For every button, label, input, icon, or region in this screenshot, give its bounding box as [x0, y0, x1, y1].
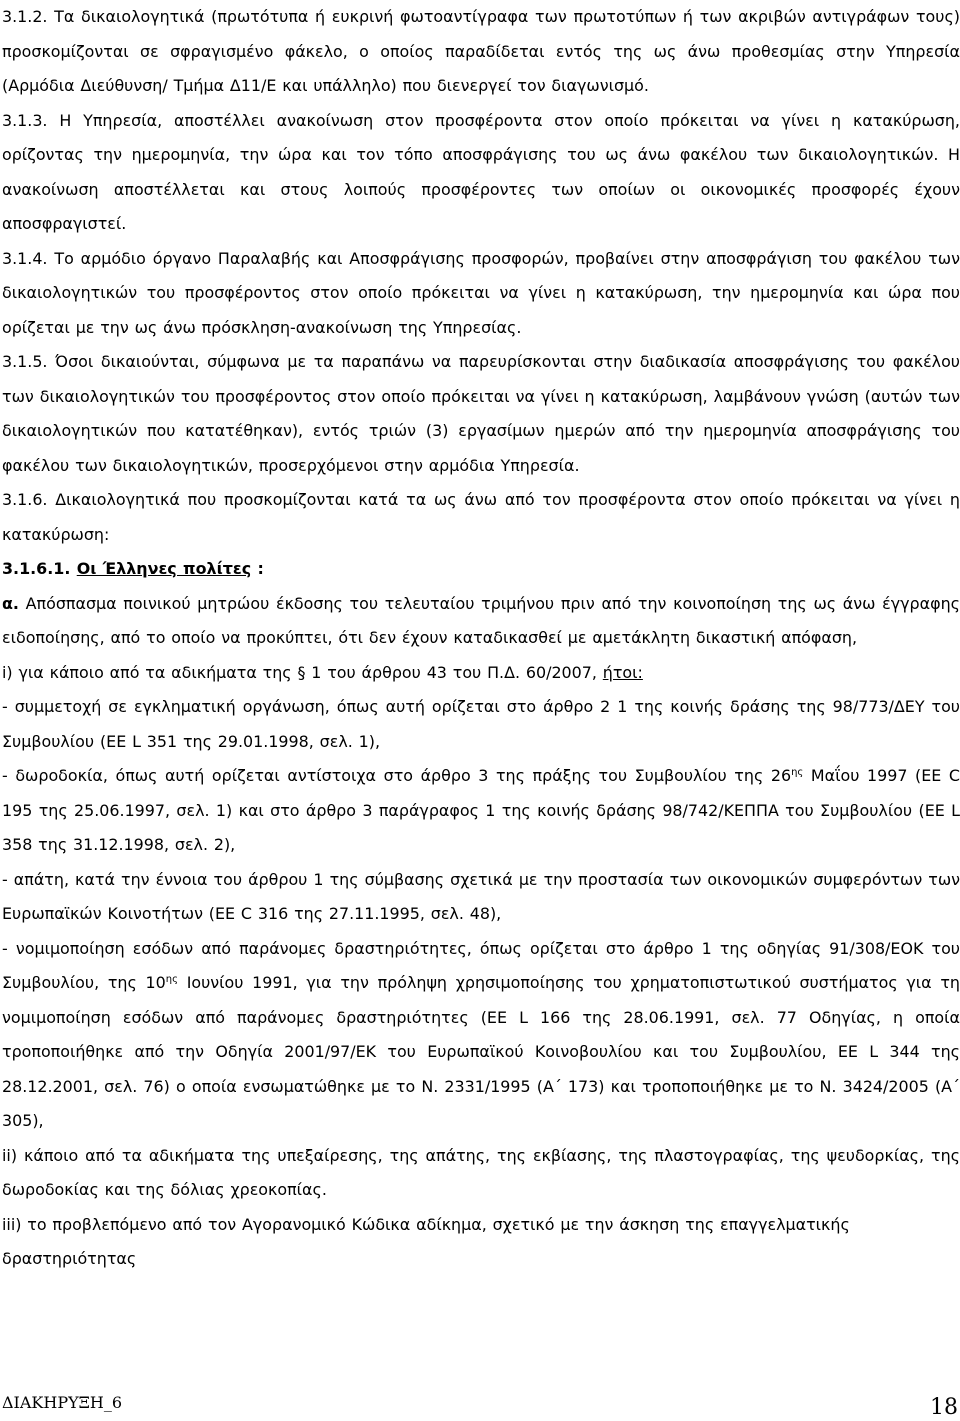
paragraph-3-1-3: 3.1.3. Η Υπηρεσία, αποστέλλει ανακοίνωση στον προσφέροντα στον οποίο πρόκειται να γίνει η κατακύρωση, ορίζοντας την ημερομηνία, την ώρα και τον τόπο αποσφράγισης του ως άνω φακέλου των δικαιολογητικών. Η ανακοίνωση αποστέλλεται και στους λοιπούς προσφέροντες των οποίων οι οικονομικές προσφορές έχουν αποσφραγιστεί.	[2, 110, 960, 233]
bullet-money-laundering	[2, 932, 960, 1139]
paragraph-3-1-2: 3.1.2. Τα δικαιολογητικά (πρωτότυπα ή ευκρινή φωτοαντίγραφα των πρωτοτύπων ή των ακριβών αντιγράφων τους) προσκομίζονται σε σφραγισμένο φάκελο, ο οποίος παραδίδεται εντός της ως άνω προθεσμίας στην Υπηρεσία (Αρμόδια Διεύθυνση/ Τμήμα Δ11/Ε και υπάλληλο) που διενεργεί τον διαγωνισμό.	[2, 7, 960, 95]
item-a-text: Απόσπασμα ποινικού μητρώου έκδοσης του τελευταίου τριμήνου πριν από την κοινοποίηση της ως άνω έγγραφης ειδοποίησης, από το οποίο να προκύπτει, ότι δεν έχουν καταδικασθεί με αμετάκλητη δικαστική απόφαση,	[2, 593, 960, 647]
paragraph-3-1-4: 3.1.4. Το αρμόδιο όργανο Παραλαβής και Αποσφράγισης προσφορών, προβαίνει στην αποσφράγιση του φακέλου των δικαιολογητικών του προσφέροντος στον οποίο πρόκειται να γίνει η κατακύρωση, την ημερομηνία και ώρα που ορίζεται με την ως άνω πρόσκληση-ανακοίνωση της Υπηρεσίας.	[2, 248, 960, 337]
item-ii: ii) κάποιο από τα αδικήματα της υπεξαίρεσης, της απάτης, της εκβίασης, της πλαστογραφίας, της ψευδορκίας, της δωροδοκίας και της δόλιας χρεοκοπίας.	[2, 1145, 960, 1199]
paragraph-3-1-5: 3.1.5. Όσοι δικαιούνται, σύμφωνα με τα παραπάνω να παρευρίσκονται στην διαδικασία αποσφράγισης του φακέλου των δικαιολογητικών του προσφέροντος στον οποίο πρόκειται να γίνει η κατακύρωση, λαμβάνουν γνώση (αυτών των δικαιολογητικών που κατατέθηκαν), εντός τριών (3) εργασίμων ημερών από την ημερομηνία αποσφράγισης του φακέλου των δικαιολογητικών, προσερχόμενοι στην αρμόδια Υπηρεσία.	[2, 352, 960, 475]
item-a-label: α.	[2, 593, 19, 613]
bullet-bribery-text-b: Μαΐου 1997 (ΕΕ C 195 της 25.06.1997, σελ. 1) και στο άρθρο 3 παράγραφος 1 της κοινής δράσης 98/742/ΚΕΠΠΑ του Συμβουλίου (ΕΕ L 358 της 31.12.1998, σελ. 2),	[2, 766, 960, 854]
item-i	[2, 656, 960, 691]
item-a	[2, 587, 960, 656]
item-iii: iii) το προβλεπόμενο από τον Αγορανομικό Κώδικα αδίκημα, σχετικό με την άσκηση της επαγγελματικής δραστηριότητας	[2, 1214, 850, 1268]
section-heading-number: 3.1.6.1.	[2, 559, 77, 578]
bullet-bribery-sup: ης	[791, 767, 804, 778]
page-number: 18	[930, 1395, 958, 1420]
bullet-bribery-text-a: - δωροδοκία, όπως αυτή ορίζεται αντίστοιχα στο άρθρο 3 της πράξης του Συμβουλίου της 26	[2, 766, 792, 785]
item-i-underlined: ήτοι:	[602, 662, 643, 682]
bullet-organized-crime: - συμμετοχή σε εγκληματική οργάνωση, όπως αυτή ορίζεται στο άρθρο 2 1 της κοινής δράσης της 98/773/ΔΕΥ του Συμβουλίου (ΕΕ L 351 της 29.01.1998, σελ. 1),	[2, 697, 960, 751]
section-heading-title: Οι Έλληνες πολίτες	[76, 559, 252, 578]
bullet-bribery	[2, 759, 960, 863]
bullet-money-laundering-sup: ης	[165, 974, 178, 985]
item-i-text: i) για κάποιο από τα αδικήματα της § 1 του άρθρου 43 του Π.Δ. 60/2007,	[2, 662, 603, 682]
section-heading-colon: :	[251, 559, 264, 578]
paragraph-3-1-6: 3.1.6. Δικαιολογητικά που προσκομίζονται κατά τα ως άνω από τον προσφέροντα στον οποίο πρόκειται να γίνει η κατακύρωση:	[2, 490, 960, 544]
bullet-fraud: - απάτη, κατά την έννοια του άρθρου 1 της σύμβασης σχετικά με την προστασία των οικονομικών συμφερόντων των Ευρωπαϊκών Κοινοτήτων (ΕΕ C 316 της 27.11.1995, σελ. 48),	[2, 869, 960, 923]
bullet-money-laundering-text-a: - νομιμοποίηση εσόδων από παράνομες δραστηριότητες, όπως ορίζεται στο άρθρο 1 της οδηγίας 91/308/ΕΟΚ του Συμβουλίου, της 10	[2, 938, 960, 992]
bullet-money-laundering-text-b: Ιουνίου 1991, για την πρόληψη χρησιμοποίησης του χρηματοπιστωτικού συστήματος για τη νομιμοποίηση εσόδων από παράνομες δραστηριότητες (ΕΕ L 166 της 28.06.1991, σελ. 77 Οδηγίας, η οποία τροποποιήθηκε από την Οδηγία 2001/97/ΕΚ του Ευρωπαϊκού Κοινοβουλίου και του Συμβουλίου, ΕΕ L 344 της 28.12.2001, σελ. 76) ο οποία ενσωματώθηκε με το Ν. 2331/1995 (Α΄ 173) και τροποποιήθηκε με το Ν. 3424/2005 (Α΄ 305),	[2, 973, 960, 1130]
section-heading	[2, 552, 960, 587]
footer-doc-label: ΔΙΑΚΗΡΥΞΗ_6	[2, 1393, 123, 1412]
